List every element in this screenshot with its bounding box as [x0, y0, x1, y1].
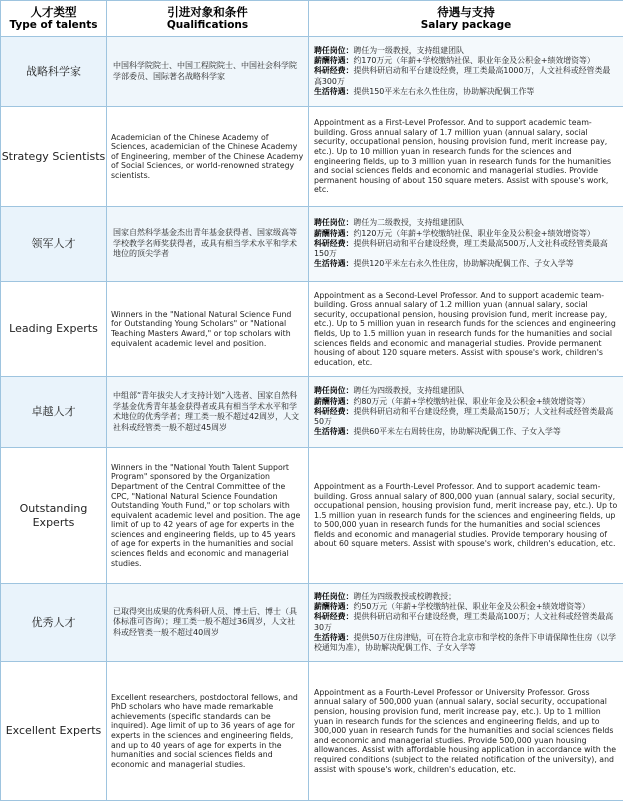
header-salary — [309, 1, 623, 37]
salary-item — [314, 218, 618, 228]
salary-item — [314, 602, 618, 612]
salary-item — [314, 229, 618, 239]
salary-item-text: 约80万元（年薪+学校缴纳社保、职业年金及公积金+绩效增资等） — [353, 397, 589, 406]
salary-item-text: 聘任为一级教授，支持组建团队 — [353, 46, 463, 55]
salary-item-text: 聘任为四级教授，支持组建团队 — [353, 386, 463, 395]
salary-package — [309, 584, 623, 662]
salary-item-label: 生活待遇： — [314, 633, 353, 642]
table-row — [1, 107, 623, 207]
salary-package: Appointment as a Fourth-Level Professor or University Professor. Gross annual salary of 500,000 yuan (annual salary, social security, occupational pension, housing provision fund, merit increase pay, etc.). Up to 1 million yuan in research funds for the sciences and engineering fields, and up to 300,000 yuan in research funds for the humanities and social sciences fields and economic and managerial studies. Provide 500,000 yuan housing allowances. Assist with affordable housing application in accordance with the required conditions (subject to the related notification of the university), and assist with spouse's work, children's education, etc. — [309, 662, 623, 801]
salary-package — [309, 207, 623, 282]
salary-item — [314, 633, 618, 653]
salary-package — [309, 37, 623, 107]
salary-item — [314, 56, 618, 66]
salary-package: Appointment as a Fourth-Level Professor. And to support academic team-building. Gross annual salary of 800,000 yuan (annual salary, social security, occupational pension, housing provision fund, merit increase pay, etc.). Up to 1.5 million yuan in research funds for the sciences and engineering fields, up to 500,000 yuan in research funds for the humanities and social sciences fields and economic and managerial studies. Provide temporary housing of about 60 square meters. Assist with spouse's work, children's education, etc. — [309, 448, 623, 584]
salary-item-label: 聘任岗位： — [314, 592, 353, 601]
header-salary-en: Salary package — [309, 19, 623, 32]
table-row — [1, 282, 623, 377]
salary-item-label: 生活待遇： — [314, 87, 353, 96]
header-qual-en: Qualifications — [107, 19, 308, 32]
qualifications: Academician of the Chinese Academy of Sciences, academician of the Chinese Academy of Engineering, member of the Chinese Academy of Social Sciences, or world-renowned strategy scientists. — [107, 107, 309, 207]
salary-item-text: 提供科研启动和平台建设经费，理工类最高100万；人文社科或经管类最高30万 — [314, 612, 613, 631]
salary-item-label: 薪酬待遇： — [314, 56, 353, 65]
salary-item-text: 提供50万住房津贴，可在符合北京市和学校的条件下申请保障性住房（以学校通知为准），协助解决配偶工作、子女入学等 — [314, 633, 616, 652]
salary-item-text: 提供科研启动和平台建设经费，理工类最高150万；人文社科或经管类最高50万 — [314, 407, 613, 426]
header-qual-zh: 引进对象和条件 — [107, 6, 308, 19]
talent-type: 优秀人才 — [1, 584, 107, 662]
salary-item — [314, 66, 618, 86]
salary-package: Appointment as a First-Level Professor. And to support academic team-building. Gross annual salary of 1.7 million yuan (annual salary, social security, occupational pension, housing provision fund, merit increase pay, etc.). Up to 10 million yuan in research funds for the sciences and engineering fields, up to 3 million yuan in research funds for the humanities and social sciences fields and economic and managerial studies. Provide permanent housing of about 150 square meters. Assist with spouse's work, etc. — [309, 107, 623, 207]
qualifications: 国家自然科学基金杰出青年基金获得者、国家级高等学校教学名师奖获得者，或具有相当学术水平和学术地位的顶尖学者 — [107, 207, 309, 282]
salary-item-label: 生活待遇： — [314, 259, 353, 268]
salary-item — [314, 612, 618, 632]
talent-type: Excellent Experts — [1, 662, 107, 801]
salary-item — [314, 427, 618, 437]
salary-item — [314, 592, 618, 602]
salary-item-text: 提供60平米左右周转住房，协助解决配偶工作、子女入学等 — [353, 427, 560, 436]
talent-type: Leading Experts — [1, 282, 107, 377]
table-row — [1, 584, 623, 662]
qualifications: Winners in the "National Natural Science Fund for Outstanding Young Scholars" or "National Teaching Masters Award," or top scholars with equivalent academic level and position. — [107, 282, 309, 377]
salary-item-label: 薪酬待遇： — [314, 602, 353, 611]
header-row — [1, 1, 623, 37]
salary-item — [314, 239, 618, 259]
salary-package — [309, 377, 623, 448]
header-qualifications — [107, 1, 309, 37]
qualifications: 已取得突出成果的优秀科研人员、博士后、博士（具体标准可咨询）；理工类一般不超过36周岁，人文社科或经管类一般不超过40周岁 — [107, 584, 309, 662]
talent-type: Outstanding Experts — [1, 448, 107, 584]
salary-item — [314, 386, 618, 396]
salary-item-text: 提供科研启动和平台建设经费，理工类最高1000万，人文社科或经管类最高300万 — [314, 66, 610, 85]
table-row — [1, 662, 623, 801]
talent-type: 领军人才 — [1, 207, 107, 282]
table-row — [1, 448, 623, 584]
salary-item-label: 科研经费： — [314, 66, 353, 75]
salary-item-label: 聘任岗位： — [314, 386, 353, 395]
salary-item — [314, 46, 618, 56]
header-salary-zh: 待遇与支持 — [309, 6, 623, 19]
qualifications: 中组部“青年拔尖人才支持计划”入选者、国家自然科学基金优秀青年基金获得者或具有相当学术水平和学术地位的优秀学者；理工类一般不超过42周岁，人文社科或经管类一般不超过45周岁 — [107, 377, 309, 448]
salary-item-label: 科研经费： — [314, 407, 353, 416]
table-row — [1, 207, 623, 282]
salary-item — [314, 397, 618, 407]
table-row — [1, 377, 623, 448]
talent-type: Strategy Scientists — [1, 107, 107, 207]
salary-item-text: 聘任为二级教授，支持组建团队 — [353, 218, 463, 227]
header-type-zh: 人才类型 — [1, 6, 106, 19]
salary-package: Appointment as a Second-Level Professor. And to support academic team-building. Gross annual salary of 1.2 million yuan (annual salary, social security, occupational pension, housing provision fund, merit increase pay, etc.). Up to 5 million yuan in research funds for the sciences and engineering fields, Up to 1.5 million yuan in research funds for the humanities and social sciences fields and economic and managerial studies. Provide permanent housing of about 120 square meters. Assist with spouse's work, children's education, etc. — [309, 282, 623, 377]
salary-item — [314, 87, 618, 97]
salary-item-label: 科研经费： — [314, 239, 353, 248]
qualifications: Excellent researchers, postdoctoral fellows, and PhD scholars who have made remarkable achievements (specific standards can be inquired). Age limit of up to 36 years of age for experts in the sciences and engineering fields, and up to 40 years of age for experts in the humanities and social sciences fields and economic and managerial studies. — [107, 662, 309, 801]
salary-item-text: 约170万元（年薪+学校缴纳社保、职业年金及公积金+绩效增资等） — [353, 56, 594, 65]
salary-item-text: 约50万元（年薪+学校缴纳社保、职业年金及公积金+绩效增资等） — [353, 602, 589, 611]
header-type — [1, 1, 107, 37]
talent-type: 战略科学家 — [1, 37, 107, 107]
talent-type: 卓越人才 — [1, 377, 107, 448]
salary-item — [314, 407, 618, 427]
salary-item — [314, 259, 618, 269]
salary-item-text: 提供150平米左右永久性住房，协助解决配偶工作等 — [353, 87, 534, 96]
salary-item-label: 科研经费： — [314, 612, 353, 621]
salary-item-text: 聘任为四级教授或校聘教授； — [353, 592, 456, 601]
salary-item-label: 聘任岗位： — [314, 218, 353, 227]
salary-item-label: 生活待遇： — [314, 427, 353, 436]
qualifications: 中国科学院院士、中国工程院院士、中国社会科学院学部委员、国际著名战略科学家 — [107, 37, 309, 107]
header-type-en: Type of talents — [1, 19, 106, 32]
qualifications: Winners in the "National Youth Talent Support Program" sponsored by the Organization Department of the Central Committee of the CPC, "National Natural Science Foundation Outstanding Youth Fund," or top scholars with equivalent academic level and position. The age limit of up to 42 years of age for experts in the sciences and engineering fields, up to 45 years of age for experts in the humanities and social sciences fields and economic and managerial studies. — [107, 448, 309, 584]
salary-item-text: 提供120平米左右永久性住房，协助解决配偶工作、子女入学等 — [353, 259, 573, 268]
salary-item-text: 提供科研启动和平台建设经费，理工类最高500万,人文社科或经管类最高150万 — [314, 239, 608, 258]
salary-item-text: 约120万元（年薪+学校缴纳社保、职业年金及公积金+绩效增资等） — [353, 229, 594, 238]
salary-item-label: 聘任岗位： — [314, 46, 353, 55]
salary-item-label: 薪酬待遇： — [314, 397, 353, 406]
salary-item-label: 薪酬待遇： — [314, 229, 353, 238]
table-row — [1, 37, 623, 107]
